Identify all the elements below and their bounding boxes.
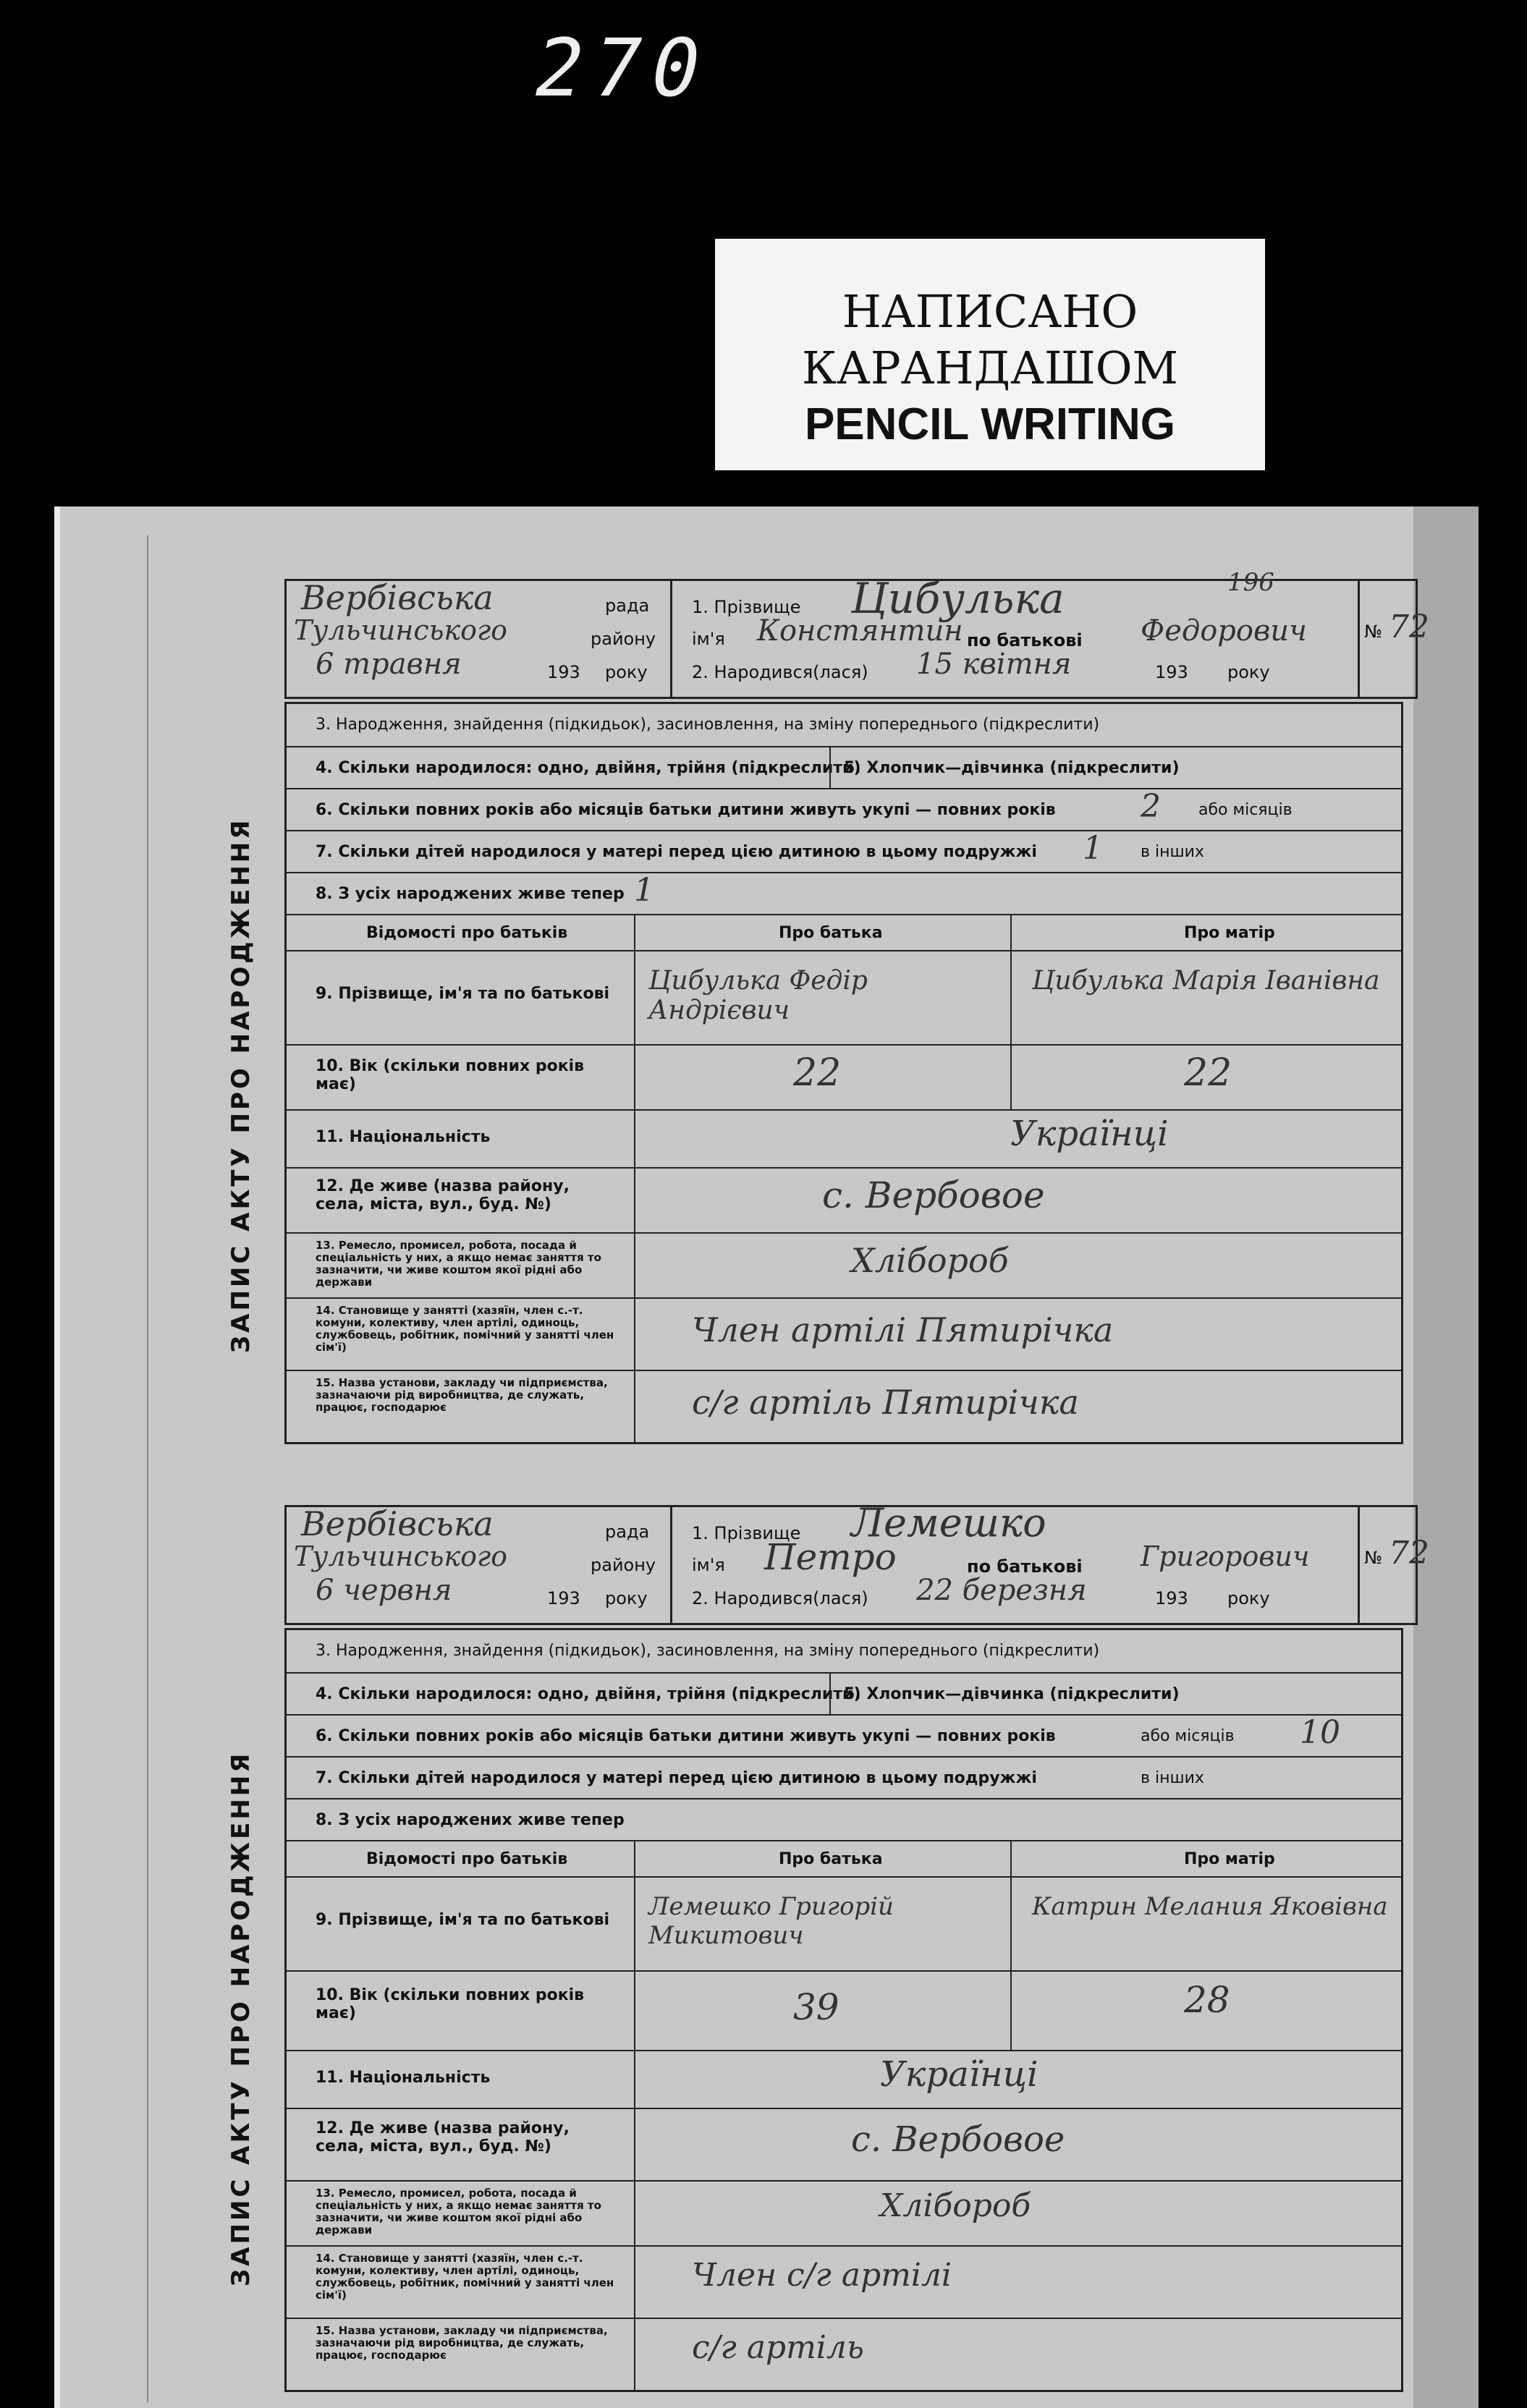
po-batkovi-label: по батькові (967, 1556, 1083, 1577)
q8-label: 8. З усіх народжених живе тепер (316, 1811, 625, 1829)
q14-label: 14. Становище у занятті (хазяїн, член с.-т. комуни, колективу, член артілі, одиноць, службовець, робітник, помічний у занятті член сім'ї) (316, 2252, 614, 2302)
hw-corner-number: 196 (1227, 568, 1274, 597)
hw-rada: Вербівська (301, 578, 494, 617)
hw-surname: Лемешко (851, 1500, 1046, 1546)
no-label: № (1364, 1548, 1382, 1568)
pencil-label-line2: КАРАНДАШОМ (801, 342, 1179, 394)
birth-record-2 (227, 1500, 1429, 2402)
hw-rada: Вербівська (301, 1504, 494, 1543)
record-header (284, 568, 1429, 699)
imya-label: ім'я (692, 629, 725, 649)
header-council-block (287, 578, 672, 697)
hw-surname: Цибулька (851, 574, 1065, 623)
hw-institution: с/г артіль Пятирічка (692, 1383, 1079, 1422)
hw-alive: 1 (634, 872, 654, 909)
q4-label: 4. Скільки народилося: одно, двійня, трійня (підкреслити) (316, 1685, 861, 1703)
q9-label: 9. Прізвище, ім'я та по батькові (316, 985, 610, 1003)
hw-birth-date: 22 березня (916, 1574, 1087, 1607)
hw-father-name: Лемешко Григорій Микитович (648, 1892, 894, 1950)
father-header: Про батька (779, 1850, 883, 1868)
q6-label: 6. Скільки повних років або місяців батьки дитини живуть укупі — повних років (316, 801, 1056, 819)
q10-label: 10. Вік (скільки повних років має) (316, 1986, 585, 2022)
no-label: № (1364, 622, 1382, 642)
rayonu-label: району (591, 629, 656, 649)
side-title: ЗАПИС АКТУ ПРО НАРОДЖЕННЯ (227, 1750, 255, 2287)
parents-info-label: Відомості про батьків (366, 924, 568, 942)
imya-label: ім'я (692, 1555, 725, 1575)
q6b-label: або місяців (1198, 801, 1293, 819)
hw-patronymic: Григорович (1141, 1540, 1310, 1572)
hw-name: Констянтин (757, 614, 963, 648)
record-header (284, 1500, 1429, 1625)
q3-label: 3. Народження, знайдення (підкидьок), засиновлення, на зміну попереднього (підкреслити) (316, 716, 1100, 734)
q6-label: 6. Скільки повних років або місяців батьки дитини живуть укупі — повних років (316, 1727, 1056, 1745)
year-prefix-2: 193 (1155, 1588, 1188, 1608)
q11-label: 11. Національність (316, 1128, 491, 1146)
rada-label: рада (605, 1522, 650, 1542)
roku-label: року (605, 662, 648, 682)
roku-label-2: року (1227, 1588, 1270, 1608)
q1-label: 1. Прізвище (692, 597, 801, 617)
hw-name: Петро (764, 1536, 897, 1578)
hw-nationality: Українці (880, 2054, 1039, 2095)
record-body (284, 702, 1403, 1444)
hw-mother-age: 22 (1184, 1051, 1232, 1095)
record-body (284, 1628, 1403, 2392)
hw-mother-name: Цибулька Марія Іванівна (1032, 966, 1380, 996)
record-number-box (1358, 1507, 1429, 1623)
q10-label: 10. Вік (скільки повних років має) (316, 1057, 585, 1093)
header-council-block (287, 1504, 672, 1623)
register-page (54, 506, 1479, 2408)
q9-label: 9. Прізвище, ім'я та по батькові (316, 1911, 610, 1929)
q5-label: 5. Хлопчик—дівчинка (підкреслити) (844, 759, 1180, 777)
roku-label-2: року (1227, 662, 1270, 682)
q7-label: 7. Скільки дітей народилося у матері перед цією дитиною в цьому подружжі (316, 843, 1037, 861)
q12-label: 12. Де живе (назва району, села, міста, вул., буд. №) (316, 1177, 570, 1213)
hw-father-name: Цибулька Федір Андрієвич (648, 966, 868, 1025)
hw-rayon: Тульчинського (294, 614, 508, 646)
hw-mother-age: 28 (1184, 1979, 1230, 2021)
year-prefix: 193 (547, 662, 580, 682)
hw-birth-date: 15 квітня (916, 648, 1072, 681)
q8-label: 8. З усіх народжених живе тепер (316, 885, 625, 903)
hw-patronymic: Федорович (1141, 614, 1307, 648)
po-batkovi-label: по батькові (967, 630, 1083, 650)
q5-label: 5. Хлопчик—дівчинка (підкреслити) (844, 1685, 1180, 1703)
hw-previous-children: 1 (1083, 830, 1103, 867)
roku-label: року (605, 1588, 648, 1608)
hw-institution: с/г артіль (692, 2329, 864, 2366)
birth-record-1 (227, 568, 1429, 1462)
margin-strip (96, 535, 148, 2402)
father-header: Про батька (779, 924, 883, 942)
archive-number: 270 (525, 22, 720, 114)
hw-address: с. Вербовое (851, 2119, 1065, 2160)
hw-nationality: Українці (1010, 1114, 1169, 1154)
hw-status: Член артілі Пятирічка (692, 1310, 1114, 1349)
q6b-label: або місяців (1141, 1727, 1235, 1745)
hw-record-no: 72 (1389, 609, 1429, 645)
q7b-label: в інших (1141, 1769, 1204, 1787)
hw-rayon: Тульчинського (294, 1540, 508, 1572)
side-title: ЗАПИС АКТУ ПРО НАРОДЖЕННЯ (227, 817, 255, 1354)
hw-status: Член с/г артілі (692, 2257, 952, 2294)
record-number-box (1358, 581, 1429, 697)
q1-label: 1. Прізвище (692, 1523, 801, 1543)
hw-father-age: 22 (793, 1051, 842, 1095)
q11-label: 11. Національність (316, 2069, 491, 2087)
q15-label: 15. Назва установи, закладу чи підприємства, зазначаючи рід виробництва, де служать, працює, господарює (316, 1376, 608, 1414)
hw-father-age: 39 (793, 1986, 839, 2028)
q4-label: 4. Скільки народилося: одно, двійня, трійня (підкреслити) (316, 759, 861, 777)
q13-label: 13. Ремесло, промисел, робота, посада й спеціальність у них, а якщо немає заняття то зазначити, чи живе коштом якої рідні або держави (316, 2187, 601, 2237)
year-prefix: 193 (547, 1588, 580, 1608)
rada-label: рада (605, 595, 650, 616)
hw-date: 6 травня (316, 648, 462, 681)
year-prefix-2: 193 (1155, 662, 1188, 682)
q2-label: 2. Народився(лася) (692, 1588, 868, 1608)
hw-occupation: Хлібороб (851, 1241, 1009, 1280)
mother-header: Про матір (1184, 1850, 1275, 1868)
q15-label: 15. Назва установи, закладу чи підприємства, зазначаючи рід виробництва, де служать, працює, господарює (316, 2324, 608, 2362)
q12-label: 12. Де живе (назва району, села, міста, вул., буд. №) (316, 2119, 570, 2155)
page-edge (1413, 506, 1479, 2408)
q13-label: 13. Ремесло, промисел, робота, посада й спеціальність у них, а якщо немає заняття то зазначити, чи живе коштом якої рідні або держави (316, 1239, 601, 1289)
hw-address: с. Вербовое (822, 1174, 1045, 1216)
hw-date: 6 червня (316, 1574, 452, 1607)
rayonu-label: району (591, 1555, 656, 1575)
q14-label: 14. Становище у занятті (хазяїн, член с.-т. комуни, колективу, член артілі, одиноць, службовець, робітник, помічний у занятті член сім'ї) (316, 1304, 614, 1354)
hw-months-together: 10 (1300, 1714, 1340, 1751)
q3-label: 3. Народження, знайдення (підкидьок), засиновлення, на зміну попереднього (підкреслити) (316, 1642, 1100, 1660)
hw-mother-name: Катрин Мелания Яковівна (1032, 1892, 1388, 1921)
mother-header: Про матір (1184, 924, 1275, 942)
parents-info-label: Відомості про батьків (366, 1850, 568, 1868)
hw-record-no: 72 (1389, 1535, 1429, 1572)
q7-label: 7. Скільки дітей народилося у матері перед цією дитиною в цьому подружжі (316, 1769, 1037, 1787)
pencil-writing-label (715, 239, 1265, 470)
hw-years-together: 2 (1141, 788, 1161, 825)
q2-label: 2. Народився(лася) (692, 662, 868, 682)
pencil-label-line3: PENCIL WRITING (804, 399, 1176, 449)
hw-occupation: Хлібороб (880, 2187, 1031, 2224)
pencil-label-line1: НАПИСАНО (842, 285, 1138, 338)
q7b-label: в інших (1141, 843, 1204, 861)
